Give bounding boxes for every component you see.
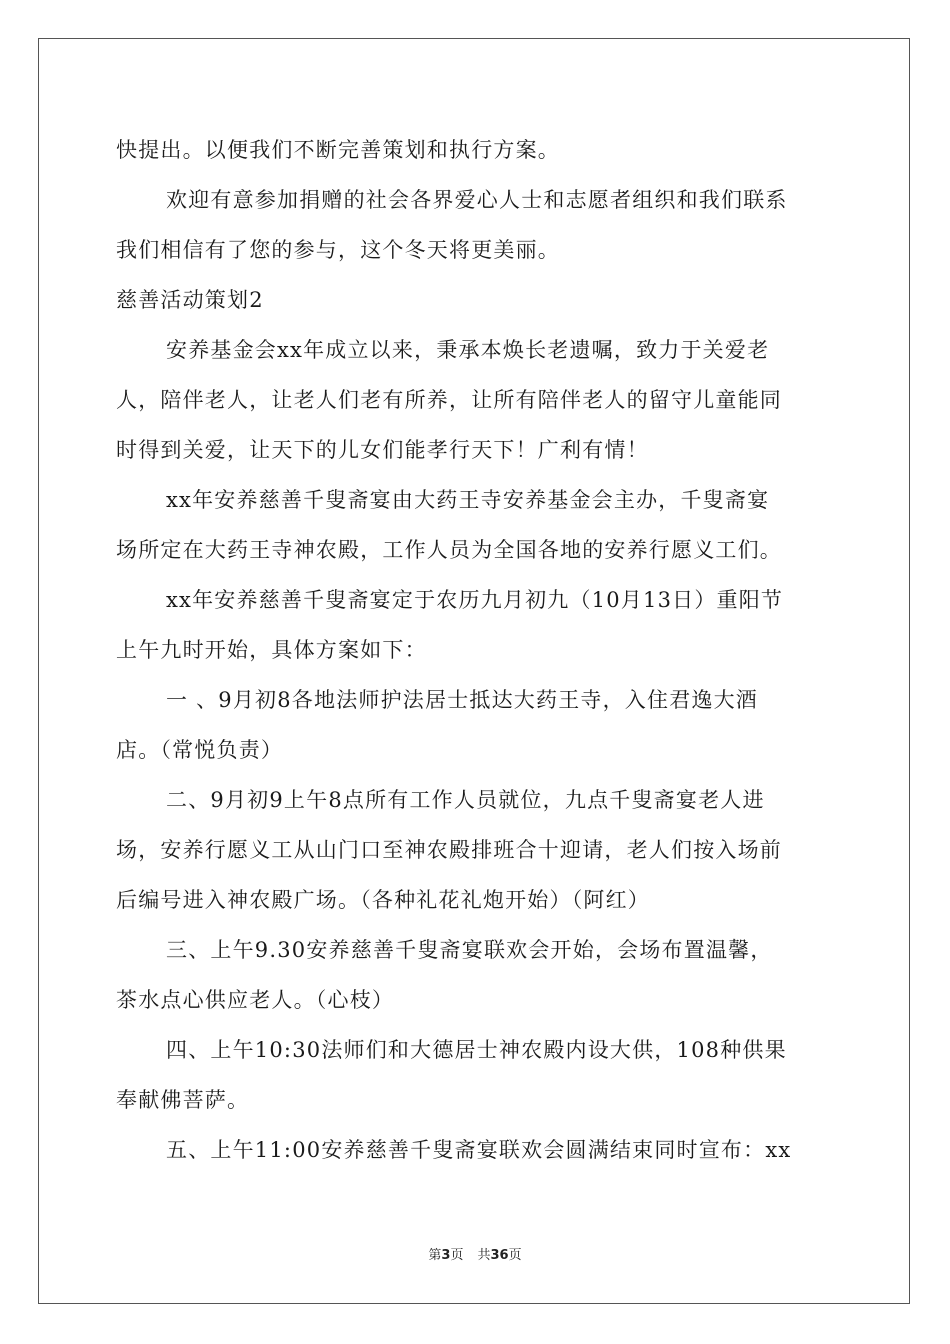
text-line: 奉献佛菩萨。 [116, 1088, 250, 1112]
total-prefix: 共 [477, 1248, 491, 1263]
paragraph-start: 安养基金会xx年成立以来，秉承本焕长老遗嘱，致力于关爱老 [166, 338, 770, 362]
paragraph-start: 二、9月初9上午8点所有工作人员就位，九点千叟斋宴老人进 [166, 788, 765, 812]
text-line: 茶水点心供应老人。（心枝） [116, 988, 395, 1012]
text-line: 快提出。以便我们不断完善策划和执行方案。 [116, 138, 560, 162]
paragraph-start: xx年安养慈善千叟斋宴由大药王寺安养基金会主办，千叟斋宴 [166, 488, 770, 512]
paragraph-start: 欢迎有意参加捐赠的社会各界爱心人士和志愿者组织和我们联系 [166, 188, 788, 212]
text-line: 上午九时开始，具体方案如下： [116, 638, 427, 662]
page-footer [0, 1244, 950, 1263]
paragraph-start: 三、上午9.30安养慈善千叟斋宴联欢会开始，会场布置温馨， [166, 938, 773, 962]
page-unit: 页 [450, 1248, 464, 1263]
text-line: 时得到关爱，让天下的儿女们能孝行天下！广利有情！ [116, 438, 649, 462]
page-number: 3 [441, 1248, 451, 1263]
paragraph-start: 五、上午11:00安养慈善千叟斋宴联欢会圆满结束同时宣布：xx [166, 1138, 792, 1162]
text-line: 场所定在大药王寺神农殿，工作人员为全国各地的安养行愿义工们。 [116, 538, 782, 562]
text-line: 店。（常悦负责） [116, 738, 284, 762]
text-line: 后编号进入神农殿广场。（各种礼花礼炮开始）（阿红） [116, 888, 650, 912]
section-heading: 慈善活动策划2 [116, 288, 264, 312]
paragraph-start: xx年安养慈善千叟斋宴定于农历九月初九（10月13日）重阳节 [166, 588, 784, 612]
text-line: 人，陪伴老人，让老人们老有所养，让所有陪伴老人的留守儿童能同 [116, 388, 782, 412]
paragraph-start: 一 、9月初8各地法师护法居士抵达大药王寺，入住君逸大酒 [166, 688, 758, 712]
total-pages: 36 [490, 1248, 509, 1263]
text-line: 我们相信有了您的参与，这个冬天将更美丽。 [116, 238, 560, 262]
text-line: 场，安养行愿义工从山门口至神农殿排班合十迎请，老人们按入场前 [116, 838, 782, 862]
page-prefix: 第 [428, 1248, 442, 1263]
total-unit: 页 [508, 1248, 522, 1263]
paragraph-start: 四、上午10:30法师们和大德居士神农殿内设大供，108种供果 [166, 1038, 787, 1062]
